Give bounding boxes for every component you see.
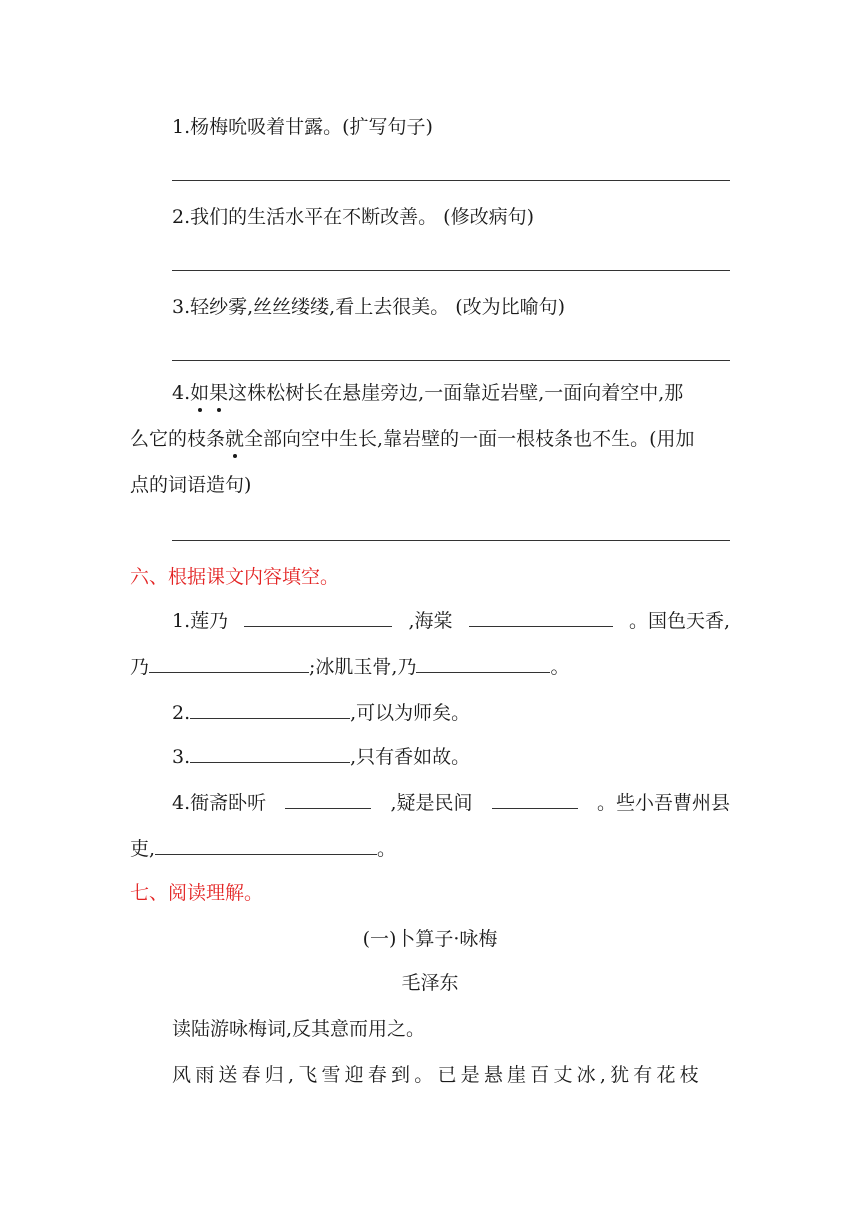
fill-text: 。	[377, 838, 397, 860]
fill-blank[interactable]	[492, 790, 578, 809]
fill-text: 乃	[130, 656, 150, 678]
fill-text: 1.莲乃	[172, 610, 229, 632]
fill-text: ,疑是民间	[390, 792, 473, 814]
section-6-item-4-line-1	[172, 790, 730, 816]
section-6-heading: 六、根据课文内容填空。	[130, 566, 340, 588]
answer-line-1[interactable]	[172, 180, 730, 181]
answer-line-2[interactable]	[172, 270, 730, 271]
question-4-prefix: 4.	[172, 382, 191, 404]
question-2-text: 2.我们的生活水平在不断改善。 (修改病句)	[172, 206, 534, 228]
section-6-item-3	[172, 744, 470, 770]
fill-text: ,可以为师矣。	[350, 702, 471, 724]
poem-author: 毛泽东	[401, 972, 459, 994]
question-4-line-2-prefix: 么它的枝条	[130, 428, 226, 450]
fill-text: 3.	[172, 746, 191, 768]
fill-blank[interactable]	[149, 654, 309, 673]
answer-line-3[interactable]	[172, 360, 730, 361]
fill-text: ,海棠	[408, 610, 453, 632]
fill-text: 。国色天香,	[628, 610, 730, 632]
section-6-item-1-line-1	[172, 608, 730, 634]
poem-verse-start: 风雨送春归,飞雪迎春到。已是悬崖百丈冰,犹有花枝	[172, 1064, 703, 1086]
question-4-line-3: 点的词语造句)	[130, 474, 252, 496]
section-6-item-4-line-2	[130, 836, 396, 862]
question-4-line-2	[130, 426, 730, 452]
fill-text: 。	[550, 656, 570, 678]
question-4-line-1-rest: 这株松树长在悬崖旁边,一面靠近岩壁,一面向着空中,那	[228, 382, 684, 404]
emphasis-dot-word: 果	[209, 382, 229, 404]
section-6-item-1-line-2	[130, 654, 569, 680]
fill-blank[interactable]	[285, 790, 371, 809]
poem-preface: 读陆游咏梅词,反其意而用之。	[172, 1018, 426, 1040]
emphasis-dot-word: 就	[225, 428, 245, 450]
fill-blank[interactable]	[244, 608, 392, 627]
fill-text: 吏,	[130, 838, 156, 860]
question-4-line-2-rest: 全部向空中生长,靠岩壁的一面一根枝条也不生。(用加	[244, 428, 695, 450]
question-4-line-1	[172, 380, 730, 406]
answer-line-4[interactable]	[172, 540, 730, 541]
section-7-heading: 七、阅读理解。	[130, 882, 264, 904]
fill-blank[interactable]	[416, 654, 550, 673]
fill-text: 。些小吾曹州县	[596, 792, 730, 814]
fill-text: ;冰肌玉骨,乃	[309, 656, 417, 678]
fill-blank[interactable]	[155, 836, 377, 855]
fill-text: 2.	[172, 702, 191, 724]
fill-blank[interactable]	[469, 608, 613, 627]
emphasis-dot-word: 如	[190, 382, 210, 404]
question-1-text: 1.杨梅吮吸着甘露。(扩写句子)	[172, 116, 433, 138]
section-6-item-2	[172, 700, 470, 726]
fill-blank[interactable]	[190, 700, 350, 719]
poem-title: (一)卜算子·咏梅	[362, 928, 498, 950]
fill-blank[interactable]	[190, 744, 350, 763]
fill-text: 4.衙斋卧听	[172, 792, 267, 814]
question-3-text: 3.轻纱雾,丝丝缕缕,看上去很美。 (改为比喻句)	[172, 296, 566, 318]
fill-text: ,只有香如故。	[350, 746, 471, 768]
